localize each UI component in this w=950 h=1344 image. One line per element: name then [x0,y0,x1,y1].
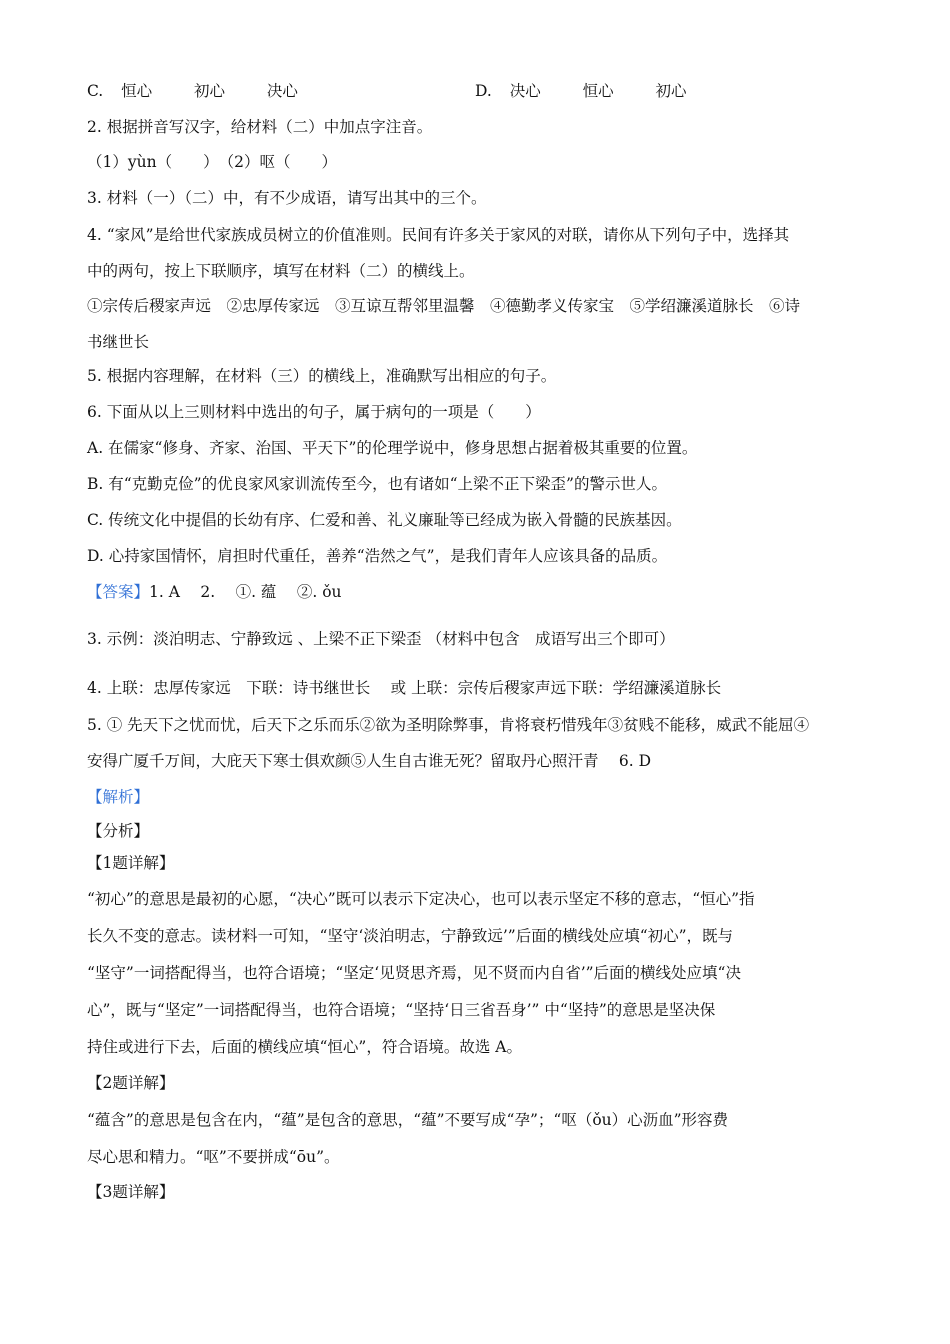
question-4-options: ①宗传后稷家声远 ②忠厚传家远 ③互谅互帮邻里温馨 ④德勤孝义传家宝 ⑤学绍濂溪道脉长 ⑥诗 [87,297,801,315]
question-4-line: 4. “家风”是给世代家族成员树立的价值准则。民间有许多关于家风的对联，请你从下列句子中，选择其 [87,226,790,244]
answer-line [87,582,342,602]
paragraph-line: 长久不变的意志。读材料一可知，“坚守‘淡泊明志，宁静致远’”后面的横线处应填“初心”，既与 [87,927,734,945]
question-3: 3. 材料（一）（二）中，有不少成语，请写出其中的三个。 [87,189,487,207]
answer-line: 安得广厦千万间，大庇天下寒士俱欢颜⑤人生自古谁无死？留取丹心照汗青 6. D [87,752,652,770]
paragraph-line: “蕴含”的意思是包含在内，“蕴”是包含的意思，“蕴”不要写成“孕”；“呕（ǒu）心沥血”形容费 [87,1111,729,1129]
question-2-blanks: （1）yùn（ ） （2）呕（ ） [87,153,337,171]
paragraph-line: “坚守”一词搭配得当，也符合语境；“坚定‘见贤思齐焉，见不贤而内自省’”后面的横线处应填“决 [87,964,741,982]
paragraph-line: “初心”的意思是最初的心愿，“决心”既可以表示下定决心，也可以表示坚定不移的意志，“恒心”指 [87,890,755,908]
paragraph-line: 尽心思和精力。“呕”不要拼成“ōu”。 [87,1148,340,1166]
section-heading: 【1题详解】 [87,854,175,872]
question-6-option-c: C. 传统文化中提倡的长幼有序、仁爱和善、礼义廉耻等已经成为嵌入骨髓的民族基因。 [87,511,682,529]
question-4-line: 中的两句，按上下联顺序，填写在材料（二）的横线上。 [87,262,475,280]
analysis-heading: 【分析】 [87,822,150,840]
option-c-label: C. [87,82,104,100]
answer-line: 4. 上联：忠厚传家远 下联：诗书继世长 或 上联：宗传后稷家声远下联：学绍濂溪道脉长 [87,679,722,697]
paragraph-line: 心”，既与“坚定”一词搭配得当，也符合语境；“坚持‘日三省吾身’” 中“坚持”的意思是坚决保 [87,1001,716,1019]
question-4-options: 书继世长 [87,333,150,351]
option-d-word: 初心 [655,82,687,100]
answer-text: 1. A 2. ①. 蕴 ②. ǒu [149,583,342,601]
question-1-options [87,81,298,101]
option-c-word: 恒心 [121,82,153,100]
section-heading: 【3题详解】 [87,1183,175,1201]
option-c-word: 决心 [266,82,298,100]
question-6-option-d: D. 心持家国情怀，肩担时代重任，善养“浩然之气”，是我们青年人应该具备的品质。 [87,547,668,565]
analysis-tag: 【解析】 [87,788,150,806]
question-6-option-a: A. 在儒家“修身、齐家、治国、平天下”的伦理学说中，修身思想占据着极其重要的位置。 [87,439,698,457]
question-2: 2. 根据拼音写汉字，给材料（二）中加点字注音。 [87,118,433,136]
answer-line: 5. ① 先天下之忧而忧，后天下之乐而乐②欲为圣明除弊事，肯将衰朽惜残年③贫贱不能移，威武不能屈④ [87,716,810,734]
section-heading: 【2题详解】 [87,1074,175,1092]
option-d-label: D. [475,82,492,100]
option-d-word: 决心 [509,82,541,100]
question-6-option-b: B. 有“克勤克俭”的优良家风家训流传至今，也有诸如“上梁不正下梁歪”的警示世人。 [87,475,667,493]
answer-line: 3. 示例：淡泊明志、宁静致远 、上梁不正下梁歪 （材料中包含 成语写出三个即可） [87,630,675,648]
paragraph-line: 持住或进行下去，后面的横线应填“恒心”，符合语境。故选 A。 [87,1038,522,1056]
question-5: 5. 根据内容理解，在材料（三）的横线上，准确默写出相应的句子。 [87,367,557,385]
option-d-word: 恒心 [582,82,614,100]
question-1-option-d [475,81,686,101]
option-c-word: 初心 [194,82,226,100]
question-6: 6. 下面从以上三则材料中选出的句子，属于病句的一项是（ ） [87,403,541,421]
answer-tag: 【答案】 [87,583,150,601]
